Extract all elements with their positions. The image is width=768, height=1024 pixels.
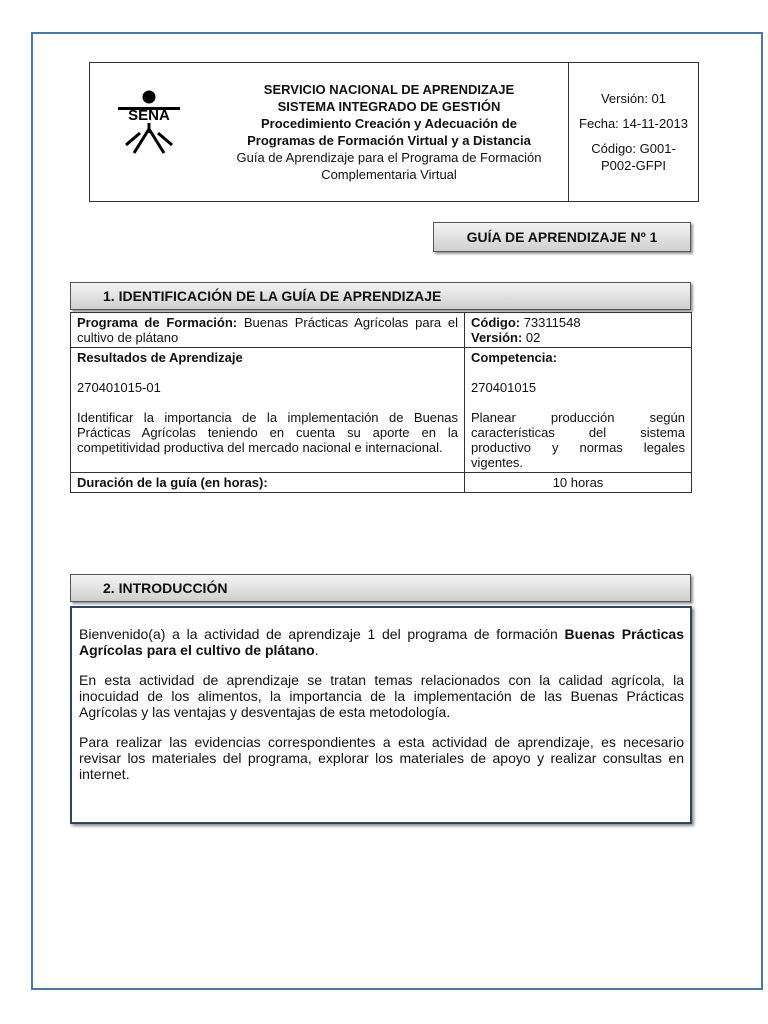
table-row	[71, 313, 692, 348]
section2-heading: 2. INTRODUCCIÓN	[70, 574, 691, 602]
competencia-label: Competencia:	[471, 350, 557, 365]
competencia-text: Planear producción según características del sistema productivo y normas legales vigentes.	[471, 410, 685, 470]
header-meta-cell	[569, 63, 698, 201]
header-version: Versión: 01	[600, 91, 667, 106]
resultado-text: Identificar la importancia de la implementación de Buenas Prácticas Agrícolas teniendo en cuenta su aporte en la competitividad productiva del mercado nacional e internacional.	[77, 410, 458, 455]
codigo-line2: P002-GFPI	[600, 158, 667, 173]
codigo-label: Código:	[471, 315, 521, 330]
proc-line2: Programas de Formación Virtual y a Distancia	[247, 133, 531, 148]
identification-table	[70, 312, 692, 493]
header-codigo	[591, 140, 676, 174]
resultados-label: Resultados de Aprendizaje	[77, 350, 243, 365]
org-line1: SERVICIO NACIONAL DE APRENDIZAJE	[263, 82, 515, 97]
version-value: 02	[522, 330, 541, 345]
org-line2: SISTEMA INTEGRADO DE GESTIÓN	[277, 99, 501, 114]
resultado-code: 270401015-01	[77, 380, 161, 395]
resultados-cell	[71, 348, 465, 473]
programa-label: Programa de Formación:	[77, 315, 238, 330]
intro-paragraph-2: En esta actividad de aprendizaje se tratan temas relacionados con la calidad agrícola, la inocuidad de los alimentos, la importancia de la implementación de las Buenas Prácticas Agrícolas y las ventajas y desventajas de esta metodología.	[79, 672, 684, 720]
introduction-box	[70, 606, 692, 824]
competencia-cell	[465, 348, 692, 473]
codigo-value: 73311548	[520, 315, 581, 330]
intro-p1-end: .	[314, 642, 319, 658]
programa-cell	[71, 313, 465, 348]
sena-logo	[104, 89, 194, 159]
codigo-line1: Código: G001-	[591, 141, 676, 156]
intro-paragraph-3: Para realizar las evidencias correspondientes a esta actividad de aprendizaje, es necesario revisar los materiales del programa, explorar los materiales de apoyo y realizar consultas en internet.	[79, 734, 684, 782]
competencia-code: 270401015	[471, 380, 537, 395]
logo-cell	[90, 63, 210, 201]
duracion-value: 10 horas	[465, 473, 692, 493]
proc-line1: Procedimiento Creación y Adecuación de	[261, 116, 517, 131]
table-row	[71, 473, 692, 493]
guide-line1: Guía de Aprendizaje para el Programa de Formación	[236, 150, 542, 165]
codigo-cell	[465, 313, 692, 348]
document-header	[89, 62, 699, 202]
duracion-label: Duración de la guía (en horas):	[71, 473, 465, 493]
programa-value: Buenas Prácticas Agrícolas para el cultivo de plátano	[77, 315, 458, 345]
guide-title: GUÍA DE APRENDIZAJE Nº 1	[433, 222, 691, 252]
header-fecha: Fecha: 14-11-2013	[579, 116, 688, 131]
version-label: Versión:	[471, 330, 523, 345]
intro-p1-text: Bienvenido(a) a la actividad de aprendizaje 1 del programa de formación	[79, 626, 565, 642]
header-title-cell	[210, 63, 569, 201]
section1-heading: 1. IDENTIFICACIÓN DE LA GUÍA DE APRENDIZAJE	[70, 282, 691, 310]
logo-text: SENA	[128, 107, 170, 124]
intro-paragraph-1	[79, 626, 684, 658]
intro-p1-bold: Buenas Prácticas Agrícolas para el cultivo de plátano	[79, 626, 684, 658]
table-row	[71, 348, 692, 473]
guide-line2: Complementaria Virtual	[321, 167, 457, 182]
